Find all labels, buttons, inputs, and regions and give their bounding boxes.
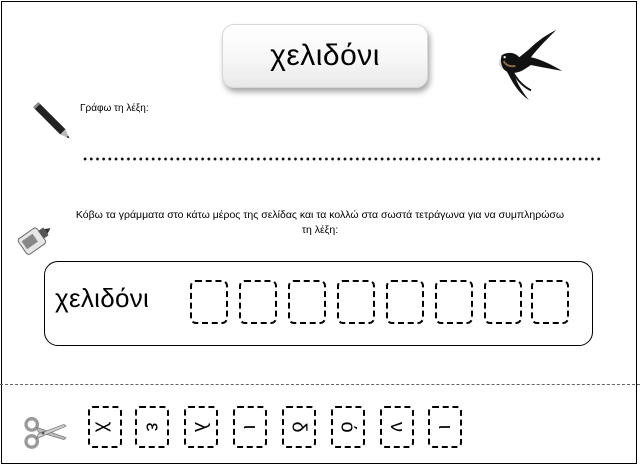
empty-square[interactable] [190, 280, 228, 324]
scissors-icon [22, 413, 68, 451]
letter-card-text: χ [94, 421, 116, 433]
pencil-icon [25, 94, 80, 149]
letter-card-text: ι [433, 424, 456, 430]
empty-square[interactable] [484, 280, 522, 324]
letter-card[interactable] [380, 406, 414, 448]
glue-icon [14, 220, 56, 258]
letter-card[interactable] [233, 406, 267, 448]
writing-line[interactable] [82, 157, 602, 161]
letter-card[interactable] [88, 406, 122, 448]
letter-card-text: δ [287, 421, 310, 433]
instruction-text: Κόβω τα γράμματα στο κάτω μέρος της σελίδας και τα κολλώ στα σωστά τετράγωνα για να συμπληρώσω τη λέξη: [75, 209, 565, 236]
letter-card-text: ό [337, 421, 359, 433]
letter-card-text: ν [386, 422, 408, 432]
letter-card-text: λ [190, 422, 212, 432]
word-label: χελιδόνι [55, 283, 150, 313]
letter-card[interactable] [331, 406, 365, 448]
empty-square[interactable] [531, 280, 569, 324]
page-title: χελιδόνι [270, 39, 380, 72]
letter-card[interactable] [428, 406, 462, 448]
swallow-icon [490, 26, 568, 104]
letter-card-text: ι [238, 424, 261, 430]
write-label: Γράφω τη λέξη: [80, 103, 149, 114]
empty-square[interactable] [337, 280, 375, 324]
letter-card-text: ε [140, 422, 163, 432]
letter-card[interactable] [282, 406, 316, 448]
empty-square[interactable] [435, 280, 473, 324]
empty-square[interactable] [239, 280, 277, 324]
empty-square[interactable] [288, 280, 326, 324]
empty-square[interactable] [386, 280, 424, 324]
letter-card[interactable] [184, 406, 218, 448]
cut-line [0, 384, 640, 385]
title-box [222, 24, 428, 88]
letter-card[interactable] [135, 406, 169, 448]
